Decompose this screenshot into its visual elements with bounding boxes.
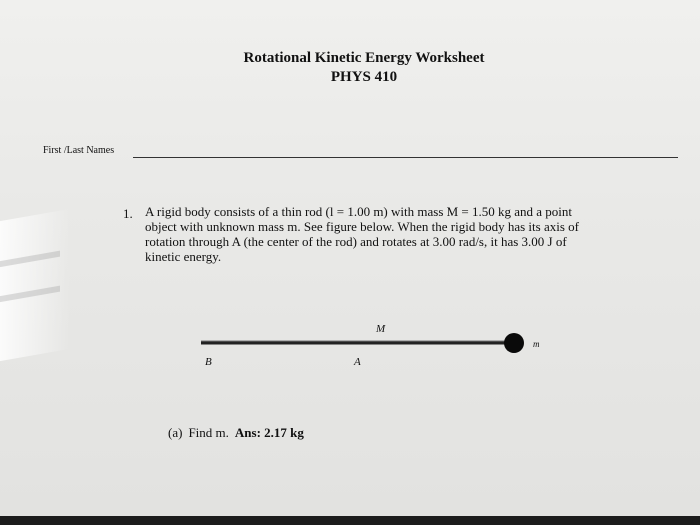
worksheet-title: Rotational Kinetic Energy Worksheet <box>243 50 485 66</box>
part-a-prompt: Find m. <box>188 425 229 440</box>
names-label: First /Last Names <box>43 145 115 156</box>
part-a <box>168 425 304 441</box>
question-number: 1. <box>123 206 133 221</box>
course-code: PHYS 410 <box>330 69 398 85</box>
point-mass <box>504 333 524 353</box>
question-line: object with unknown mass m. See figure below. When the rigid body has its axis of <box>145 219 579 234</box>
question-line: kinetic energy. <box>145 249 222 264</box>
part-a-label: (a) <box>168 425 183 440</box>
part-a-answer: Ans: 2.17 kg <box>234 425 304 440</box>
label-end-b: B <box>205 356 212 368</box>
question-line: rotation through A (the center of the rod) and rotates at 3.00 rad/s, it has 3.00 J of <box>145 234 567 249</box>
question-line: A rigid body consists of a thin rod (l = 1.00 m) with mass M = 1.50 kg and a point <box>145 204 573 219</box>
label-rod-mass: M <box>376 323 386 335</box>
label-axis-a: A <box>354 356 361 368</box>
monitor-bezel <box>0 516 700 525</box>
label-point-mass: m <box>533 339 540 349</box>
